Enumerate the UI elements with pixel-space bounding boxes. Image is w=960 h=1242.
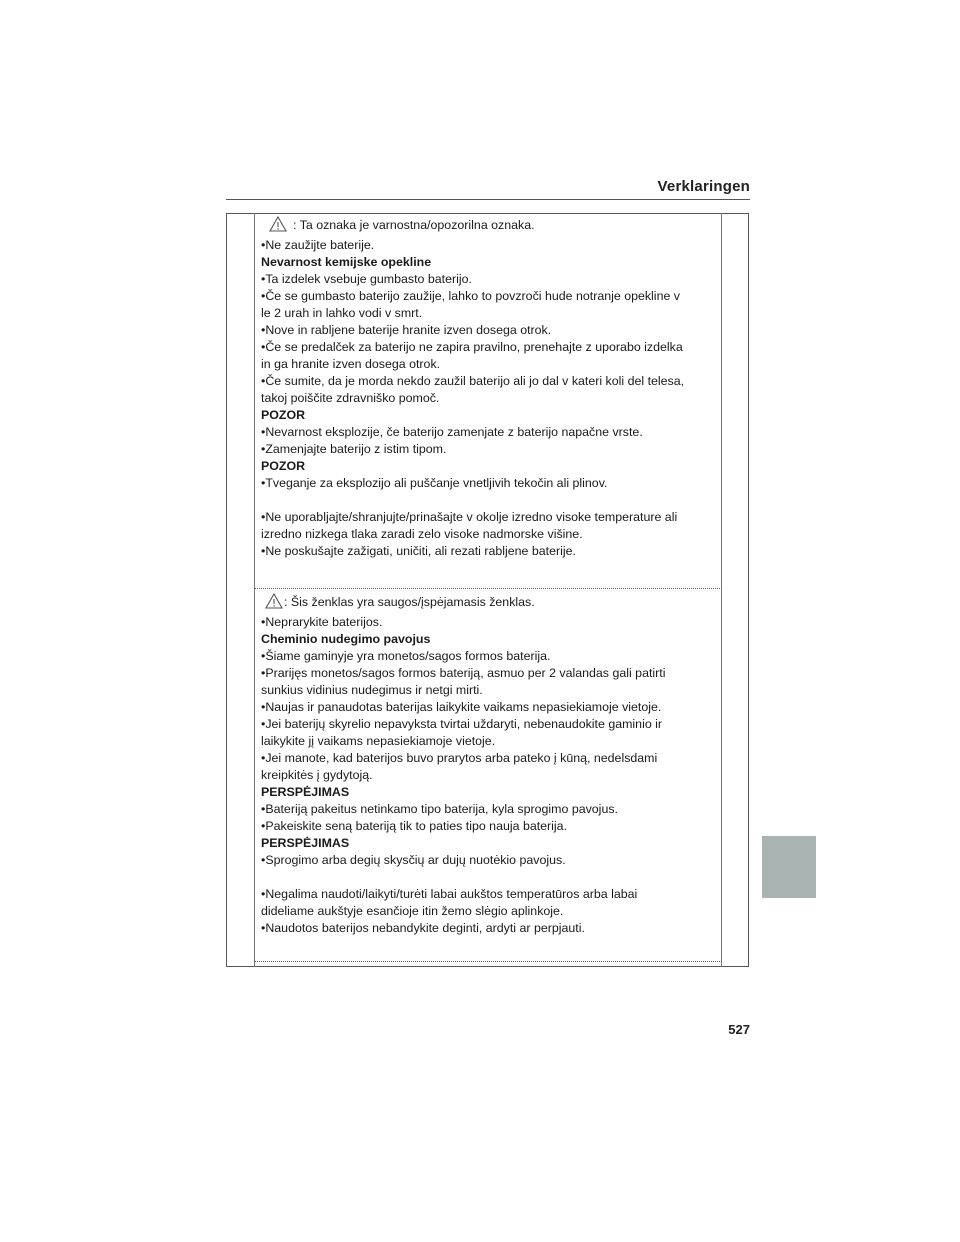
text-line: •Jei manote, kad baterijos buvo prarytos arba pateko į kūną, nedelsdami xyxy=(261,751,658,765)
text-line: •Neprarykite baterijos. xyxy=(261,615,383,629)
chapter-side-tab xyxy=(762,836,816,898)
lithuanian-warning-text: : Šis ženklas yra saugos/įspėjamasis ženklas. xyxy=(284,595,535,609)
warning-triangle-icon xyxy=(265,593,283,614)
slovenian-section xyxy=(261,216,716,560)
text-line: sunkius vidinius nudegimus ir netgi mirti. xyxy=(261,683,483,697)
text-line: •Prarijęs monetos/sagos formos bateriją, asmuo per 2 valandas gali patirti xyxy=(261,666,666,680)
text-line: dideliame aukštyje esančioje itin žemo slėgio aplinkoje. xyxy=(261,904,564,918)
page-number: 527 xyxy=(728,1022,750,1037)
slovenian-lines xyxy=(261,237,716,560)
text-line: izredno nizkega tlaka zaradi zelo visoke nadmorske višine. xyxy=(261,527,583,541)
text-line: •Če se gumbasto baterijo zaužije, lahko to povzroči hude notranje opekline v xyxy=(261,289,680,303)
text-line: POZOR xyxy=(261,408,306,422)
slovenian-warning-text: : Ta oznaka je varnostna/opozorilna oznaka. xyxy=(293,218,535,232)
section-divider xyxy=(254,588,722,589)
text-line: •Naujas ir panaudotas baterijas laikykite vaikams nepasiekiamoje vietoje. xyxy=(261,700,662,714)
frame-left-rule xyxy=(254,213,255,967)
blank-line xyxy=(261,869,716,886)
lithuanian-warning-line xyxy=(261,593,716,614)
text-line: •Bateriją pakeitus netinkamo tipo baterija, kyla sprogimo pavojus. xyxy=(261,802,618,816)
lithuanian-lines xyxy=(261,614,716,937)
text-line: •Pakeiskite seną bateriją tik to paties tipo nauja baterija. xyxy=(261,819,568,833)
text-line: •Ne zaužijte baterije. xyxy=(261,238,375,252)
text-line: POZOR xyxy=(261,459,306,473)
page-header-title: Verklaringen xyxy=(657,178,750,195)
text-line: •Nevarnost eksplozije, če baterijo zamenjate z baterijo napačne vrste. xyxy=(261,425,643,439)
text-line: in ga hranite izven dosega otrok. xyxy=(261,357,441,371)
text-line: •Če sumite, da je morda nekdo zaužil baterijo ali jo dal v kateri koli del telesa, xyxy=(261,374,685,388)
slovenian-warning-line xyxy=(261,216,716,237)
text-line: •Šiame gaminyje yra monetos/sagos formos baterija. xyxy=(261,649,551,663)
text-line: PERSPĖJIMAS xyxy=(261,785,350,799)
text-line: •Sprogimo arba degių skysčių ar dujų nuotėkio pavojus. xyxy=(261,853,566,867)
text-line: laikykite jį vaikams nepasiekiamoje vietoje. xyxy=(261,734,496,748)
text-line: •Ne uporabljajte/shranjujte/prinašajte v okolje izredno visoke temperature ali xyxy=(261,510,678,524)
bottom-dotted-rule xyxy=(254,961,722,962)
text-line: •Jei baterijų skyrelio nepavyksta tvirtai uždaryti, nebenaudokite gaminio ir xyxy=(261,717,663,731)
text-line: Nevarnost kemijske opekline xyxy=(261,255,432,269)
text-line: takoj poiščite zdravniško pomoč. xyxy=(261,391,440,405)
text-line: •Ne poskušajte zažigati, uničiti, ali rezati rabljene baterije. xyxy=(261,544,576,558)
text-line: kreipkitės į gydytoją. xyxy=(261,768,373,782)
blank-line xyxy=(261,492,716,509)
warning-triangle-icon xyxy=(269,216,287,237)
frame-right-rule xyxy=(721,213,722,967)
text-line: •Tveganje za eksplozijo ali puščanje vnetljivih tekočin ali plinov. xyxy=(261,476,608,490)
text-line: •Ta izdelek vsebuje gumbasto baterijo. xyxy=(261,272,472,286)
text-line: •Negalima naudoti/laikyti/turėti labai aukštos temperatūros arba labai xyxy=(261,887,638,901)
text-line: le 2 urah in lahko vodi v smrt. xyxy=(261,306,423,320)
text-line: •Zamenjajte baterijo z istim tipom. xyxy=(261,442,447,456)
header-rule xyxy=(226,199,750,200)
text-line: •Naudotos baterijos nebandykite deginti, ardyti ar perpjauti. xyxy=(261,921,585,935)
text-line: PERSPĖJIMAS xyxy=(261,836,350,850)
lithuanian-section xyxy=(261,593,716,937)
text-line: •Če se predalček za baterijo ne zapira pravilno, prenehajte z uporabo izdelka xyxy=(261,340,683,354)
text-line: •Nove in rabljene baterije hranite izven dosega otrok. xyxy=(261,323,552,337)
text-line: Cheminio nudegimo pavojus xyxy=(261,632,431,646)
